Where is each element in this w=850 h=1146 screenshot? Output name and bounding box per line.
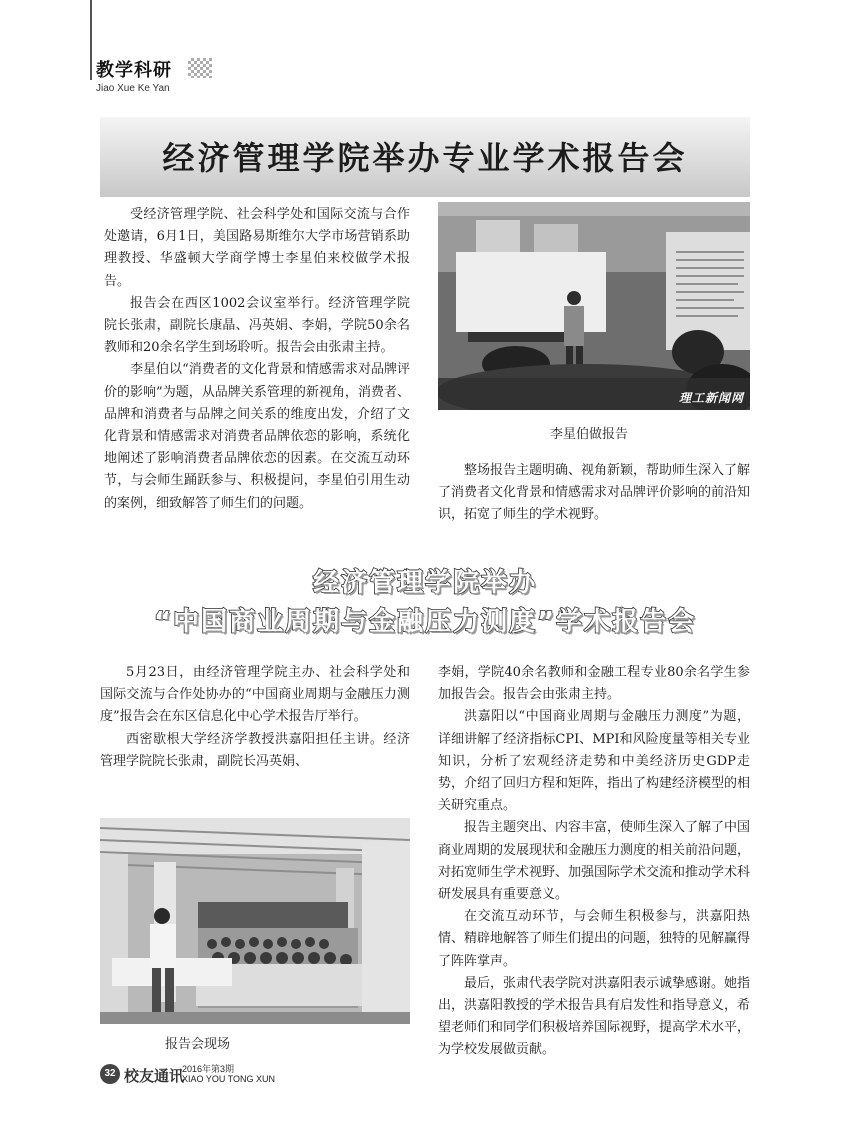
magazine-name: 校友通讯 [124,1067,185,1085]
issue-info [182,1064,275,1084]
article1-photo-caption: 李星伯做报告 [550,427,629,442]
article2-photo-caption: 报告会现场 [165,1037,231,1052]
checker-ornament [188,58,212,78]
article2-paragraph: 李娟，学院40余名教师和金融工程专业80余名学生参加报告会。报告会由张肃主持。 [438,665,750,703]
lecture-photo-illustration [438,202,750,410]
article1-paragraph: 受经济管理学院、社会科学处和国际交流与合作处邀请，6月1日，美国路易斯维尔大学市场营销系助理教授、华盛顿大学商学博士李星伯来校做学术报告。 [104,207,410,289]
article1-banner [100,117,750,197]
page-number: 32 [100,1064,120,1084]
photo-watermark: 理工新闻网 [678,391,744,405]
article1-photo [438,202,750,410]
header-rule [90,0,92,80]
article2-title-line1: 经济管理学院举办 [312,568,537,598]
article2-paragraph: 在交流互动环节，与会师生积极参与，洪嘉阳热情、精辟地解答了师生们提出的问题，独特的见解赢得了阵阵掌声。 [438,909,751,969]
section-subtitle: Jiao Xue Ke Yan [96,83,170,94]
article2-photo [100,818,410,1024]
article1-paragraph: 整场报告主题明确、视角新颖，帮助师生深入了解了消费者文化背景和情感需求对品牌评价影响的前沿知识，拓宽了师生的学术视野。 [438,463,751,523]
lecture-hall-photo-illustration [100,818,410,1024]
article2-left-column [100,662,410,773]
article2-paragraph: 报告主题突出、内容丰富，使师生深入了解了中国商业周期的发展现状和金融压力测度的相关前沿问题，对拓宽师生学术视野、加强国际学术交流和推动学术科研发展具有重要意义。 [438,820,751,903]
article1-right-column [438,460,750,527]
issue-number: 2016年第3期 [182,1064,235,1074]
article2-paragraph: 洪嘉阳以“中国商业周期与金融压力测度”为题，详细讲解了经济指标CPI、MPI和风险度量等相关专业知识，分析了宏观经济走势和中美经济历史GDP走势，介绍了回归方程和矩阵，指出了构建经济模型的相关研究重点。 [438,709,751,814]
section-title: 教学科研 [96,60,172,81]
article1-paragraph: 报告会在西区1002会议室举行。经济管理学院院长张肃，副院长康晶、冯英娟、李娟，学院50余名教师和20余名学生到场聆听。报告会由张肃主持。 [104,295,410,356]
article2-paragraph: 最后，张肃代表学院对洪嘉阳表示诚挚感谢。她指出，洪嘉阳教授的学术报告具有启发性和指导意义，希望老师们和同学们积极培养国际视野，提高学术水平，为学校发展做贡献。 [438,975,751,1058]
issue-pinyin: XIAO YOU TONG XUN [182,1074,276,1084]
article2-paragraph: 西密歇根大学经济学教授洪嘉阳担任主讲。经济管理学院院长张肃，副院长冯英娟、 [100,731,410,769]
article1-paragraph: 李星伯以“消费者的文化背景和情感需求对品牌评价的影响”为题，从品牌关系管理的新视角，消费者、品牌和消费者与品牌之间关系的维度出发，介绍了文化背景和情感需求对消费者品牌依恋的影响，系统化地阐述了影响消费者品牌依恋的因素。在交流互动环节，与会师生踊跃参与、积极提问，李星伯引用生动的案例，细致解答了师生们的问题。 [104,362,410,511]
section-header [96,56,172,94]
article2-paragraph: 5月23日，由经济管理学院主办、社会科学处和国际交流与合作处协办的“中国商业周期与金融压力测度”报告会在东区信息化中心学术报告厅举行。 [100,665,410,725]
article1-title: 经济管理学院举办专业学术报告会 [162,139,688,177]
article1-left-column [104,204,410,515]
article2-right-column [438,662,750,1062]
article2-title-line2: “中国商业周期与金融压力测度”学术报告会 [153,607,697,637]
